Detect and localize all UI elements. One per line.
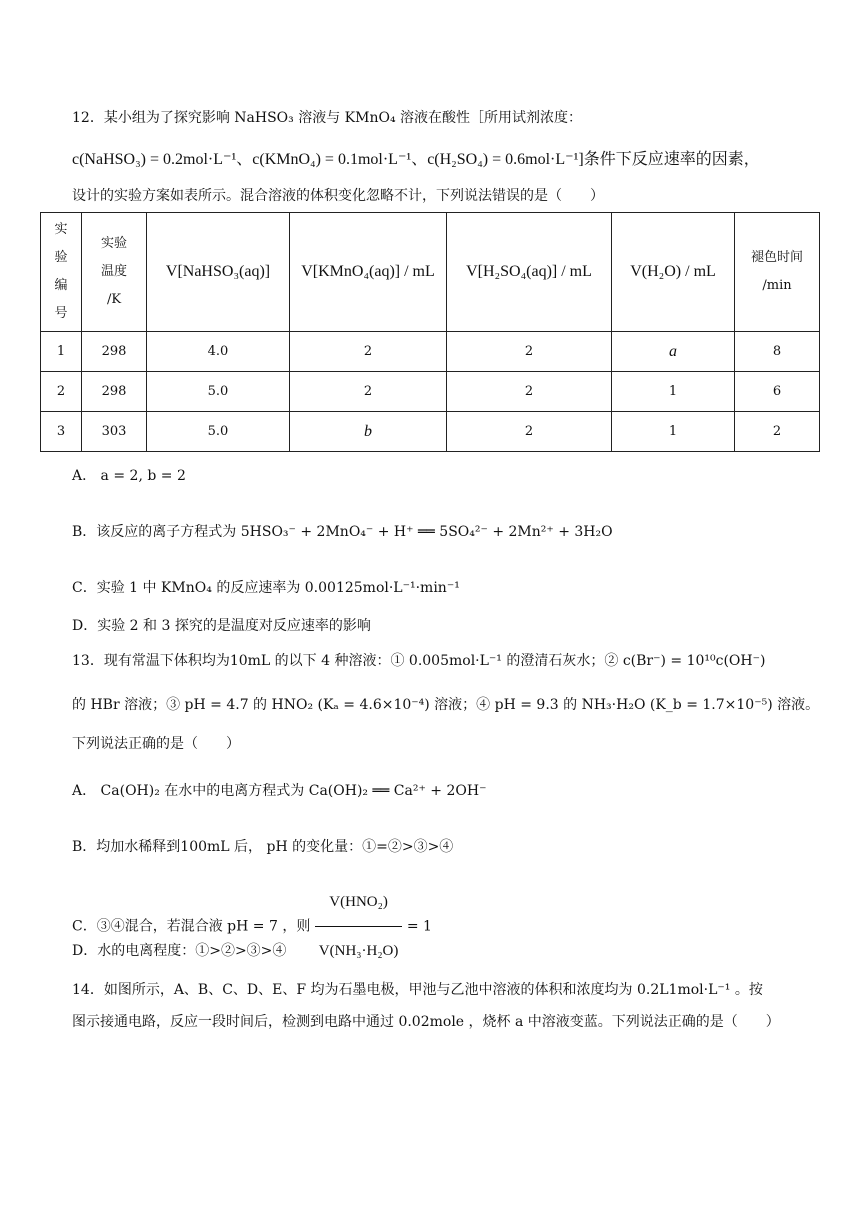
cell: b (290, 412, 447, 452)
fraction-numerator: V(HNO₂) (315, 880, 403, 927)
cell: 2 (735, 412, 820, 452)
q12-stem-line1: 12．某小组为了探究影响 NaHSO₃ 溶液与 KMnO₄ 溶液在酸性［所用试剂浓度： (72, 110, 583, 126)
header-temp: 实验 温度 /K (82, 213, 147, 332)
q14-stem-line1: 14．如图所示，A、B、C、D、E、F 均为石墨电极，甲池与乙池中溶液的体积和浓度均为 0.2L1mol·L⁻¹ 。按 (72, 982, 763, 998)
header-fade-time: 褪色时间 /min (735, 213, 820, 332)
cell: 2 (41, 372, 82, 412)
q12-option-c: C．实验 1 中 KMnO₄ 的反应速率为 0.00125mol·L⁻¹·min⁻¹ (72, 580, 460, 596)
q13-option-c-prefix: C．③④混合，若混合液 pH = 7 ，则 (72, 918, 311, 935)
q13-stem-line3: 下列说法正确的是（ ） (72, 736, 240, 752)
cell: 298 (82, 332, 147, 372)
q13-option-a: A． Ca(OH)₂ 在水中的电离方程式为 Ca(OH)₂ ══ Ca²⁺ + 2OH⁻ (72, 783, 487, 799)
cell: 6 (735, 372, 820, 412)
table-row (41, 412, 820, 452)
q12-option-a: A． a = 2, b = 2 (72, 468, 186, 484)
q12-option-b: B．该反应的离子方程式为 5HSO₃⁻ + 2MnO₄⁻ + H⁺ ══ 5SO₄²⁻ + 2Mn²⁺ + 3H₂O (72, 524, 613, 540)
q12-stem-line3: 设计的实验方案如表所示。混合溶液的体积变化忽略不计，下列说法错误的是（ ） (72, 188, 604, 204)
cell: 2 (447, 372, 612, 412)
cell: 5.0 (147, 412, 290, 452)
q13-option-d: D．水的电离程度：①>②>③>④ (72, 943, 287, 959)
cell: 2 (290, 332, 447, 372)
cell: 1 (612, 372, 735, 412)
table-row (41, 332, 820, 372)
header-v-h2so4: V[H₂SO₄(aq)] / mL (447, 213, 612, 332)
q13-stem-line1: 13．现有常温下体积均为10mL 的以下 4 种溶液：① 0.005mol·L⁻¹ 的澄清石灰水；② c(Br⁻) = 10¹⁰c(OH⁻) (72, 653, 766, 669)
q13-option-c-suffix: = 1 (406, 918, 432, 935)
table-header-row (41, 213, 820, 332)
q12-option-d: D．实验 2 和 3 探究的是温度对反应速率的影响 (72, 618, 371, 634)
q13-option-b: B．均加水稀释到100mL 后， pH 的变化量：①=②>③>④ (72, 839, 454, 855)
cell: 2 (290, 372, 447, 412)
cell: 5.0 (147, 372, 290, 412)
header-exp-no: 实 验 编 号 (41, 213, 82, 332)
q13-stem-line2: 的 HBr 溶液；③ pH = 4.7 的 HNO₂ (Kₐ = 4.6×10⁻⁴) 溶液；④ pH = 9.3 的 NH₃·H₂O (K_b = 1.7×10⁻⁵) 溶液。 (72, 697, 820, 713)
cell: 303 (82, 412, 147, 452)
cell: 1 (612, 412, 735, 452)
header-v-nahso3: V[NaHSO₃(aq)] (147, 213, 290, 332)
fraction-denominator: V(NH₃·H₂O) (318, 943, 399, 959)
cell: 2 (447, 412, 612, 452)
cell: 3 (41, 412, 82, 452)
table-row (41, 372, 820, 412)
cell: 2 (447, 332, 612, 372)
cell: 4.0 (147, 332, 290, 372)
cell: 298 (82, 372, 147, 412)
experiment-table (40, 212, 820, 452)
q14-stem-line2: 图示接通电路，反应一段时间后，检测到电路中通过 0.02mole ，烧杯 a 中溶液变蓝。下列说法正确的是（ ） (72, 1014, 780, 1030)
cell: a (612, 332, 735, 372)
q12-stem-line2: c(NaHSO₃) = 0.2mol·L⁻¹、c(KMnO₄) = 0.1mol·L⁻¹、c(H₂SO₄) = 0.6mol·L⁻¹]条件下反应速率的因素， (72, 151, 760, 168)
cell: 1 (41, 332, 82, 372)
header-v-h2o: V(H₂O) / mL (612, 213, 735, 332)
cell: 8 (735, 332, 820, 372)
header-v-kmno4: V[KMnO₄(aq)] / mL (290, 213, 447, 332)
